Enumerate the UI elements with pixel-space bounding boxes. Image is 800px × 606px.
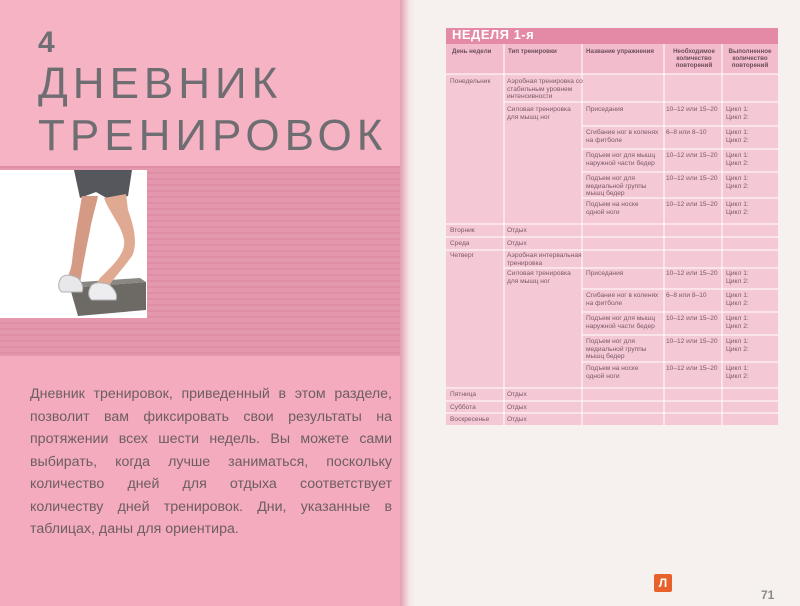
exercise-name: Подъем на носке одной ноги	[586, 201, 639, 216]
chapter-number: 4	[38, 26, 56, 59]
type-rest: Отдых	[507, 240, 527, 247]
cycle-1: Цикл 1:	[726, 201, 749, 208]
intro-paragraph: Дневник тренировок, приведенный в этом разделе, позволит вам фиксировать свои результаты на протяжении всех шести недель. Вы можете сами выбирать, когда лучше заниматься, поскольку количество дней для отдыха соответствует количеству дней тренировок. Дни, указанные в таблицах, даны для ориентира.	[30, 386, 392, 537]
week-title: НЕДЕЛЯ 1-я	[452, 27, 535, 42]
cycle-1: Цикл 1:	[726, 106, 749, 113]
cycle-1: Цикл 1:	[726, 152, 749, 159]
cycle-1: Цикл 1:	[726, 315, 749, 322]
exercise-name: Подъем ног для мышц наружной части бедер	[586, 152, 656, 167]
exercise-name: Сгибание ног в коленях на фитболе	[586, 129, 659, 144]
exercise-reps: 6–8 или 8–10	[666, 129, 707, 136]
cycle-2: Цикл 2:	[726, 137, 749, 144]
exercise-name: Приседания	[586, 270, 624, 277]
exercise-reps: 6–8 или 8–10	[666, 292, 707, 299]
day-monday: Понедельник	[450, 78, 491, 85]
cycle-2: Цикл 2:	[726, 300, 749, 307]
header-exercise: Название упражнения	[586, 48, 655, 55]
exercise-name: Подъем ног для медиальной группы мышц бедер	[586, 175, 647, 198]
type-rest: Отдых	[507, 227, 527, 234]
cycle-2: Цикл 2:	[726, 114, 749, 121]
legs-illustration	[0, 170, 147, 318]
exercise-name: Подъем на носке одной ноги	[586, 365, 639, 380]
legs-photo	[0, 170, 147, 318]
day-tuesday: Вторник	[450, 227, 475, 234]
page-number: 71	[761, 588, 775, 602]
type-rest: Отдых	[507, 391, 527, 398]
header-required-reps: Необходимое количество повторений	[673, 48, 715, 69]
day-thursday: Четверг	[450, 252, 475, 259]
chapter-title-line-1: ДНЕВНИК	[38, 59, 283, 108]
exercise-reps: 10–12 или 15–20	[666, 338, 718, 345]
chapter-title	[38, 58, 387, 162]
chapter-title-line-2: ТРЕНИРОВОК	[38, 111, 388, 160]
type-thursday-strength: Силовая тренировка для мышц ног	[507, 270, 571, 285]
cycle-2: Цикл 2:	[726, 278, 749, 285]
cycle-1: Цикл 1:	[726, 365, 749, 372]
exercise-name: Сгибание ног в коленях на фитболе	[586, 292, 659, 307]
day-saturday: Суббота	[450, 404, 476, 411]
book-gutter	[400, 0, 416, 606]
publisher-logo: Л	[654, 574, 672, 592]
type-rest: Отдых	[507, 404, 527, 411]
cycle-1: Цикл 1:	[726, 338, 749, 345]
exercise-name: Подъем ног для медиальной группы мышц бедер	[586, 338, 647, 361]
cycle-2: Цикл 2:	[726, 346, 749, 353]
exercise-reps: 10–12 или 15–20	[666, 201, 718, 208]
type-monday-strength: Силовая тренировка для мышц ног	[507, 106, 571, 121]
exercise-name: Приседания	[586, 106, 624, 113]
type-monday-aerobic: Аэробная тренировка со стабильным уровнем интенсивности	[507, 78, 583, 101]
cycle-2: Цикл 2:	[726, 209, 749, 216]
type-rest: Отдых	[507, 416, 527, 423]
cycle-2: Цикл 2:	[726, 183, 749, 190]
day-wednesday: Среда	[450, 240, 470, 247]
exercise-reps: 10–12 или 15–20	[666, 270, 718, 277]
cycle-1: Цикл 1:	[726, 129, 749, 136]
exercise-reps: 10–12 или 15–20	[666, 315, 718, 322]
cycle-2: Цикл 2:	[726, 323, 749, 330]
exercise-reps: 10–12 или 15–20	[666, 152, 718, 159]
cycle-1: Цикл 1:	[726, 175, 749, 182]
exercise-name: Подъем ног для мышц наружной части бедер	[586, 315, 656, 330]
type-thursday-aerobic: Аэробная интервальная тренировка	[507, 252, 582, 267]
cycle-2: Цикл 2:	[726, 373, 749, 380]
day-sunday: Воскресенье	[450, 416, 490, 423]
cycle-1: Цикл 1:	[726, 270, 749, 277]
cycle-2: Цикл 2:	[726, 160, 749, 167]
cycle-1: Цикл 1:	[726, 292, 749, 299]
exercise-reps: 10–12 или 15–20	[666, 365, 718, 372]
header-day: День недели	[452, 48, 492, 55]
header-type: Тип тренировки	[508, 48, 557, 55]
exercise-reps: 10–12 или 15–20	[666, 175, 718, 182]
day-friday: Пятница	[450, 391, 477, 398]
exercise-reps: 10–12 или 15–20	[666, 106, 718, 113]
header-done-reps: Выполненное количество повторений	[728, 48, 772, 69]
